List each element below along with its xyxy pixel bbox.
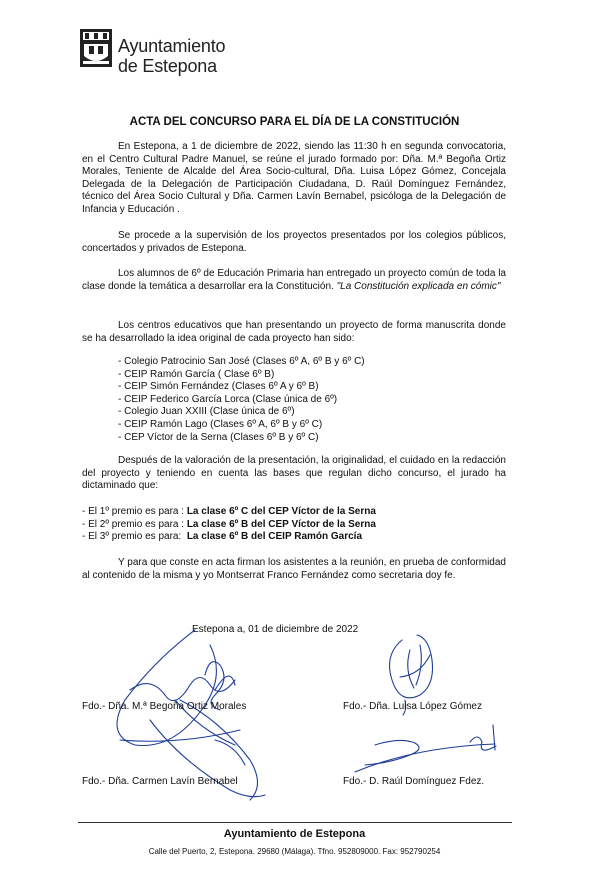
- document-title: ACTA DEL CONCURSO PARA EL DÍA DE LA CONSTITUCIÓN: [129, 116, 460, 128]
- footer-title: Ayuntamiento de Estepona: [223, 828, 366, 840]
- list-item: - CEP Víctor de la Serna (Clases 6º B y 6º C): [118, 431, 319, 443]
- list-item: - CEIP Simón Fernández (Clases 6º A y 6º B): [118, 381, 319, 393]
- list-item: - CEIP Ramón Lago (Clases 6º A, 6º B y 6º C): [118, 418, 323, 430]
- signature-line-4: Fdo.- D. Raúl Domínguez Fdez.: [343, 776, 485, 787]
- signature-line-1: Fdo.- Dña. M.ª Begoña Ortiz Morales: [82, 701, 247, 712]
- prizes-list: [82, 506, 376, 544]
- footer-divider: [78, 822, 512, 823]
- footer-address: Calle del Puerto, 2, Estepona. 29680 (Málaga). Tfno. 952809000. Fax: 952790254: [148, 847, 441, 856]
- signature-line-3: Fdo.- Dña. Carmen Lavín Bernabel: [82, 776, 238, 787]
- paragraph-6: Y para que conste en acta firman los asistentes a la reunión, en prueba de conformidad al contenido de la misma y yo Montserrat Franco Fernández como secretaria doy fe.: [82, 557, 506, 581]
- paragraph-3: Los alumnos de 6º de Educación Primaria han entregado un proyecto común de toda la clase donde la temática a desarrollar era la Constitución. "La Constitución explicada en cómic": [82, 268, 506, 292]
- list-item: - CEIP Federico García Lorca (Clase única de 6º): [118, 393, 338, 405]
- header-org-name: [118, 36, 225, 76]
- paragraph-4: Los centros educativos que han presentando un proyecto de forma manuscrita donde se ha desarrollado la idea original de cada proyecto han sido:: [82, 320, 506, 344]
- header-org-line2: de Estepona: [118, 56, 217, 76]
- header-org-line1: Ayuntamiento: [118, 36, 226, 56]
- place-date: Estepona a, 01 de diciembre de 2022: [192, 624, 359, 635]
- signature-line-2: Fdo.- Dña. Luisa López Gómez: [343, 701, 482, 712]
- paragraph-2: Se procede a la supervisión de los proyectos presentados por los colegios públicos, concertados y privados de Estepona.: [82, 230, 506, 254]
- list-item: - El 2º premio es para : La clase 6º B del CEP Víctor de la Serna: [82, 518, 376, 530]
- list-item: - CEIP Ramón García ( Clase 6º B): [118, 368, 275, 380]
- paragraph-1: En Estepona, a 1 de diciembre de 2022, siendo las 11:30 h en segunda convocatoria, en el Centro Cultural Padre Manuel, se reúne el jurado formado por: Dña. M.ª Begoña Ortiz Morales, Teniente de Alcalde del Área Socio-cultural, Dña. Luisa López Gómez, Concejala Delegada de la Delegación de Participación Ciudadana, D. Raúl Domínguez Fernández, técnico del Área Socio Cultural y Dña. Carmen Lavín Bernabel, psicóloga de la Delegación de Infancia y Educación .: [82, 141, 506, 215]
- list-item: - El 1º premio es para : La clase 6º C del CEP Víctor de la Serna: [82, 506, 376, 517]
- list-item: - Colegio Juan XXIII (Clase única de 6º): [118, 406, 295, 418]
- list-item: - El 3º premio es para: La clase 6º B del CEIP Ramón García: [82, 531, 363, 543]
- project-theme: "La Constitución explicada en cómic": [336, 280, 501, 292]
- coat-of-arms-logo: [79, 28, 113, 68]
- list-item: - Colegio Patrocinio San José (Clases 6º A, 6º B y 6º C): [118, 356, 365, 367]
- paragraph-5: Después de la valoración de la presentación, la originalidad, el cuidado en la redacción del proyecto y teniendo en cuenta las bases que regulan dicho concurso, el jurado ha dictaminado que:: [82, 455, 506, 492]
- schools-list: [118, 356, 365, 444]
